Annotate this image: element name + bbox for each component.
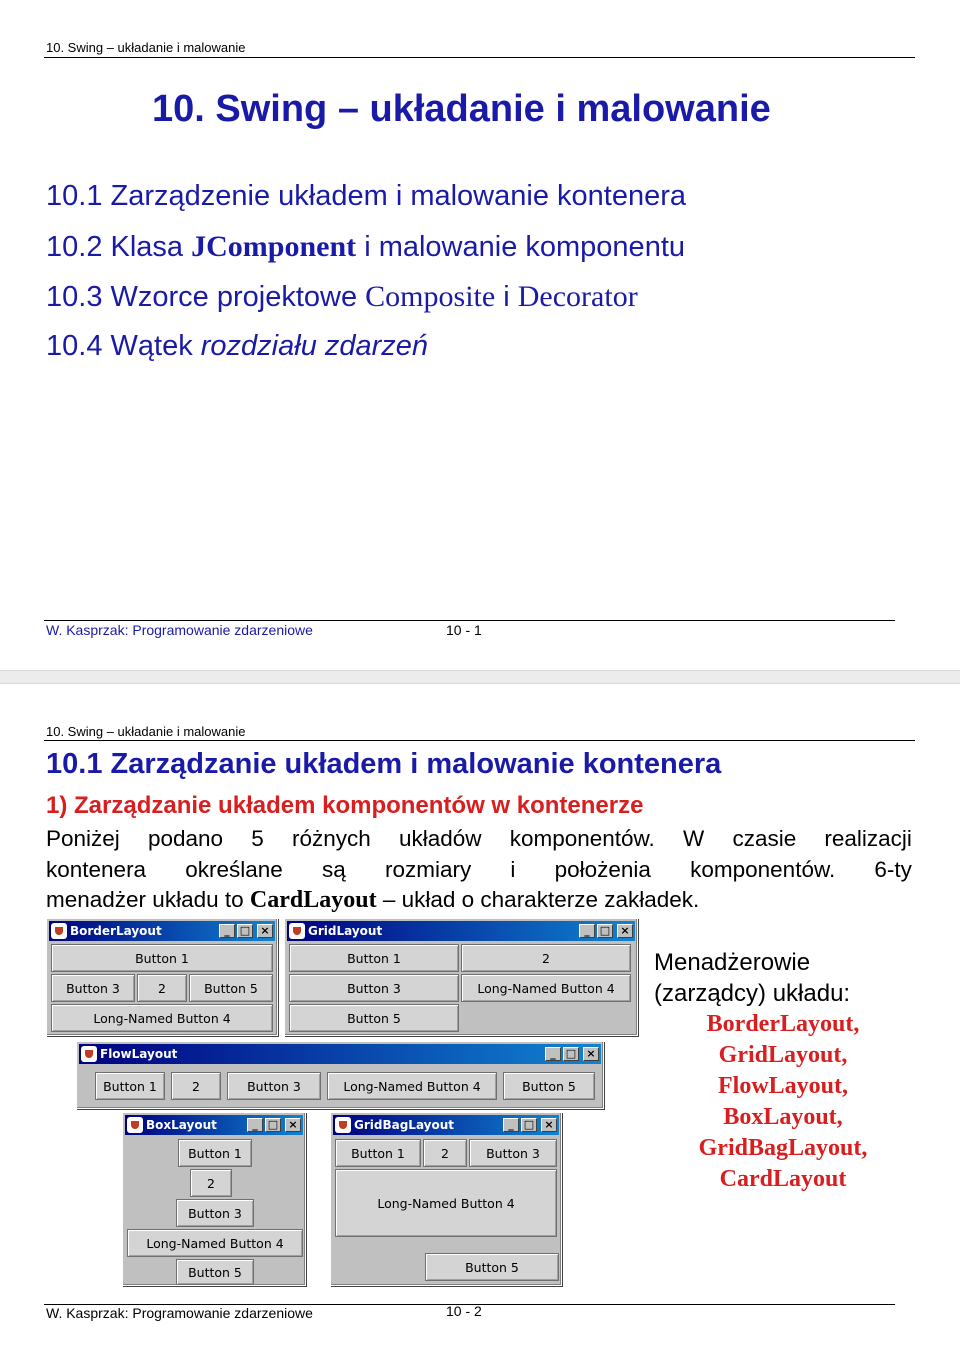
window-title: GridLayout bbox=[308, 924, 383, 938]
toc-text: Klasa bbox=[110, 231, 184, 263]
window-title: BorderLayout bbox=[70, 924, 162, 938]
paragraph-line-3 bbox=[46, 887, 912, 914]
close-icon[interactable]: × bbox=[285, 1118, 301, 1132]
window-titlebar bbox=[125, 1115, 303, 1135]
java-cup-icon bbox=[51, 923, 67, 939]
close-icon[interactable]: × bbox=[617, 924, 633, 938]
java-cup-icon bbox=[81, 1046, 97, 1062]
flow-button[interactable]: Button 3 bbox=[227, 1072, 321, 1100]
layout-name: FlowLayout, bbox=[717, 1073, 848, 1099]
gridbag-button[interactable]: Button 5 bbox=[425, 1253, 559, 1281]
window-title: BoxLayout bbox=[146, 1118, 217, 1132]
layout-name: CardLayout bbox=[719, 1166, 847, 1192]
grid-button[interactable]: Button 3 bbox=[289, 974, 459, 1002]
gridbag-button[interactable]: 2 bbox=[423, 1139, 467, 1167]
flowlayout-window bbox=[76, 1041, 604, 1109]
flow-button[interactable]: 2 bbox=[171, 1072, 221, 1100]
maximize-icon[interactable]: □ bbox=[521, 1118, 537, 1132]
close-icon[interactable]: × bbox=[583, 1047, 599, 1061]
chapter-title: 10. Swing – układanie i malowanie bbox=[152, 88, 771, 130]
flow-button[interactable]: Long-Named Button 4 bbox=[327, 1072, 497, 1100]
maximize-icon[interactable]: □ bbox=[237, 924, 253, 938]
layout-name: BorderLayout, bbox=[706, 1011, 860, 1037]
toc-code: Decorator bbox=[517, 280, 638, 313]
toc-item-1 bbox=[46, 180, 686, 213]
button-east[interactable]: Button 5 bbox=[189, 974, 273, 1002]
gridlayout-window bbox=[284, 918, 638, 1036]
borderlayout-window bbox=[46, 918, 278, 1036]
layout-name: BoxLayout, bbox=[723, 1104, 843, 1130]
grid-button[interactable]: Button 1 bbox=[289, 944, 459, 972]
paragraph-line-2 bbox=[46, 857, 912, 883]
toc-code: Composite bbox=[365, 280, 496, 313]
paragraph-line-1 bbox=[46, 826, 912, 852]
word: W bbox=[683, 826, 705, 851]
toc-item-3 bbox=[46, 280, 638, 314]
word: komponentów. bbox=[690, 857, 836, 882]
gridbag-button[interactable]: Long-Named Button 4 bbox=[335, 1169, 557, 1237]
running-header: 10. Swing – układanie i malowanie bbox=[46, 40, 246, 55]
java-cup-icon bbox=[289, 923, 305, 939]
section-title: 10.1 Zarządzanie układem i malowanie kontenera bbox=[46, 748, 722, 780]
minimize-icon[interactable]: _ bbox=[579, 924, 595, 938]
footer-credit bbox=[46, 622, 313, 638]
word: położenia bbox=[554, 857, 651, 882]
word: Poniżej bbox=[46, 826, 120, 851]
window-titlebar bbox=[49, 921, 275, 941]
word: 6-ty bbox=[874, 857, 912, 882]
gridbag-button[interactable]: Button 1 bbox=[335, 1139, 421, 1167]
toc-text: i bbox=[503, 281, 510, 313]
word: i bbox=[510, 857, 516, 882]
code-cardlayout: CardLayout bbox=[249, 887, 377, 913]
footer-author: W. Kasprzak: bbox=[46, 1305, 129, 1321]
window-titlebar bbox=[333, 1115, 559, 1135]
java-cup-icon bbox=[335, 1117, 351, 1133]
toc-number: 10.3 bbox=[46, 281, 103, 313]
footer-author: W. Kasprzak: bbox=[46, 622, 129, 638]
page-number: 10 - 1 bbox=[446, 622, 482, 638]
button-south[interactable]: Long-Named Button 4 bbox=[51, 1004, 273, 1032]
word: 5 bbox=[251, 826, 264, 851]
toc-number: 10.4 bbox=[46, 330, 103, 362]
minimize-icon[interactable]: _ bbox=[247, 1118, 263, 1132]
window-titlebar bbox=[79, 1044, 601, 1064]
flow-button[interactable]: Button 5 bbox=[503, 1072, 595, 1100]
page-1 bbox=[0, 0, 960, 670]
maximize-icon[interactable]: □ bbox=[597, 924, 613, 938]
window-title: FlowLayout bbox=[100, 1047, 178, 1061]
word: rozmiary bbox=[384, 857, 472, 882]
flow-button[interactable]: Button 1 bbox=[95, 1072, 165, 1100]
footer-rule bbox=[44, 620, 895, 621]
box-button[interactable]: Button 5 bbox=[176, 1259, 254, 1285]
word: określane bbox=[185, 857, 283, 882]
toc-text: Zarządzenie układem i malowanie kontenera bbox=[110, 180, 686, 212]
word: różnych bbox=[291, 826, 371, 851]
toc-item-4 bbox=[46, 330, 428, 363]
box-button[interactable]: 2 bbox=[190, 1169, 232, 1197]
window-title: GridBagLayout bbox=[354, 1118, 455, 1132]
grid-button[interactable]: Button 5 bbox=[289, 1004, 459, 1032]
word: realizacji bbox=[824, 826, 912, 851]
gridbaglayout-window bbox=[330, 1112, 562, 1286]
footer-course: Programowanie zdarzeniowe bbox=[132, 1305, 313, 1321]
minimize-icon[interactable]: _ bbox=[503, 1118, 519, 1132]
text: menadżer układu to bbox=[46, 887, 244, 912]
word: kontenera bbox=[46, 857, 147, 882]
toc-text: Wzorce projektowe bbox=[110, 281, 358, 313]
close-icon[interactable]: × bbox=[257, 924, 273, 938]
grid-button[interactable]: Long-Named Button 4 bbox=[461, 974, 631, 1002]
page-separator bbox=[0, 670, 960, 684]
page-number: 10 - 2 bbox=[446, 1303, 482, 1319]
running-header: 10. Swing – układanie i malowanie bbox=[46, 724, 246, 739]
toc-number: 10.1 bbox=[46, 180, 103, 212]
word: podano bbox=[147, 826, 224, 851]
toc-text: Wątek bbox=[110, 330, 193, 362]
maximize-icon[interactable]: □ bbox=[563, 1047, 579, 1061]
boxlayout-window bbox=[122, 1112, 306, 1286]
layout-name: GridBagLayout, bbox=[698, 1135, 868, 1161]
layout-name: GridLayout, bbox=[718, 1042, 848, 1068]
minimize-icon[interactable]: _ bbox=[219, 924, 235, 938]
subsection-title: 1) Zarządzanie układem komponentów w kontenerze bbox=[46, 792, 644, 819]
toc-item-2 bbox=[46, 230, 685, 264]
box-button[interactable]: Long-Named Button 4 bbox=[127, 1229, 303, 1257]
box-button[interactable]: Button 1 bbox=[178, 1139, 252, 1167]
page-2 bbox=[0, 684, 960, 1367]
button-west[interactable]: Button 3 bbox=[51, 974, 135, 1002]
close-icon[interactable]: × bbox=[541, 1118, 557, 1132]
toc-italic: rozdziału zdarzeń bbox=[200, 330, 429, 362]
grid-button[interactable]: 2 bbox=[461, 944, 631, 972]
managers-label-2: (zarządcy) układu: bbox=[654, 980, 851, 1007]
window-titlebar bbox=[287, 921, 635, 941]
toc-number: 10.2 bbox=[46, 231, 103, 263]
text: – układ o charakterze zakładek. bbox=[382, 887, 700, 912]
footer-course: Programowanie zdarzeniowe bbox=[132, 622, 313, 638]
gridbag-button[interactable]: Button 3 bbox=[469, 1139, 557, 1167]
button-north[interactable]: Button 1 bbox=[51, 944, 273, 972]
box-button[interactable]: Button 3 bbox=[176, 1199, 254, 1227]
minimize-icon[interactable]: _ bbox=[545, 1047, 561, 1061]
footer-credit bbox=[46, 1305, 313, 1321]
word: czasie bbox=[732, 826, 797, 851]
java-cup-icon bbox=[127, 1117, 143, 1133]
word: układów bbox=[398, 826, 482, 851]
word: są bbox=[322, 857, 346, 882]
button-center[interactable]: 2 bbox=[137, 974, 187, 1002]
maximize-icon[interactable]: □ bbox=[265, 1118, 281, 1132]
header-rule bbox=[44, 57, 915, 58]
toc-text: i malowanie komponentu bbox=[364, 231, 686, 263]
managers-label-1: Menadżerowie bbox=[654, 949, 811, 976]
word: komponentów. bbox=[509, 826, 655, 851]
header-rule bbox=[44, 740, 915, 741]
toc-code: JComponent bbox=[191, 230, 357, 263]
